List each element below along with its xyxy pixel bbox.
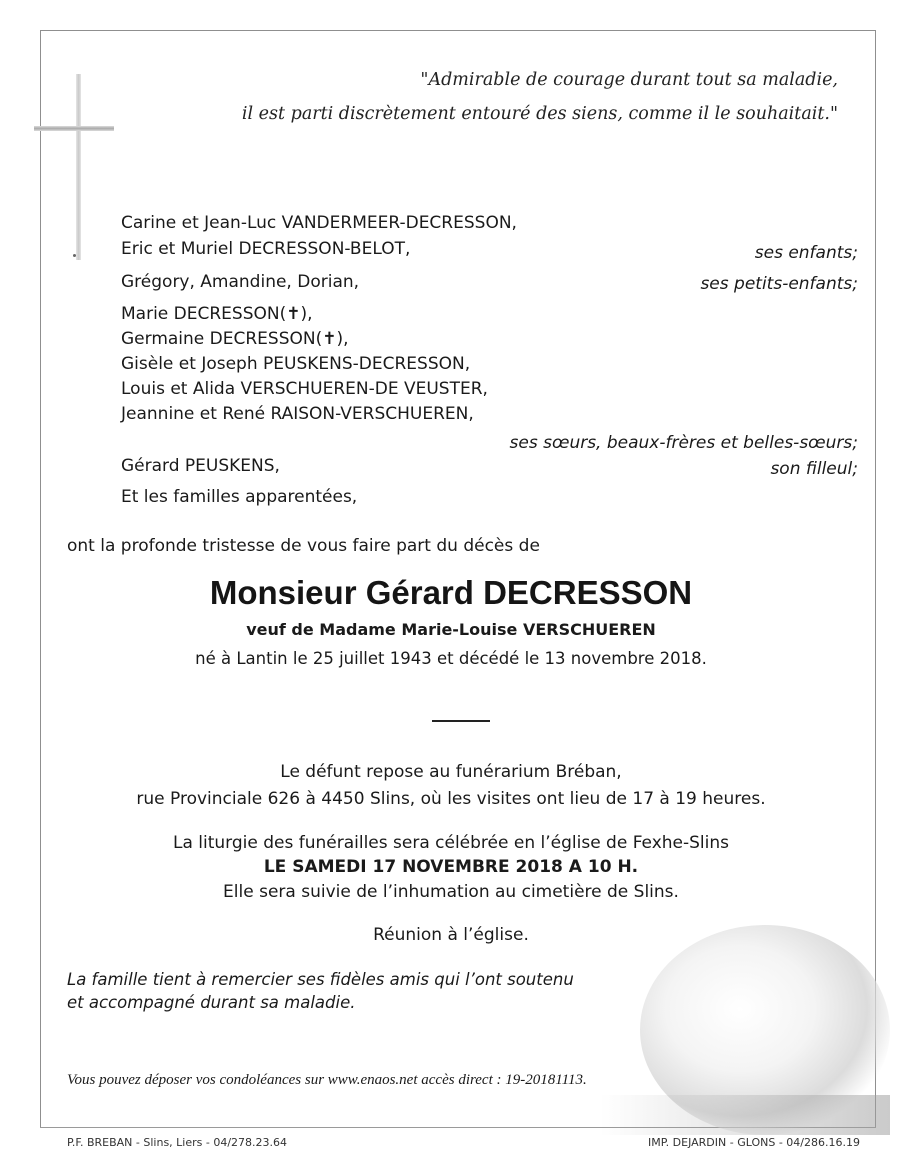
separator-rule (432, 720, 490, 722)
condolences-note: Vous pouvez déposer vos condoléances sur www.enaos.net accès direct : 19-20181113. (67, 1072, 587, 1088)
cross-icon-horizontal (34, 126, 114, 131)
role-children: ses enfants; (754, 243, 858, 263)
family-sibling-4: Louis et Alida VERSCHUEREN-DE VEUSTER, (121, 379, 488, 399)
role-godson: son filleul; (770, 459, 858, 479)
quote-line-1: "Admirable de courage durant tout sa maladie, (420, 70, 838, 90)
quote-line-2: il est parti discrètement entouré des siens, comme il le souhaitait." (241, 104, 838, 124)
liturgy-line: La liturgie des funérailles sera célébrée en l’église de Fexhe-Slins (172, 833, 730, 853)
ceremony-date: LE SAMEDI 17 NOVEMBRE 2018 A 10 H. (263, 857, 639, 877)
family-grandchildren: Grégory, Amandine, Dorian, (121, 272, 360, 292)
announcement-lead: ont la profonde tristesse de vous faire part du décès de (67, 536, 540, 556)
thanks-line-1: La famille tient à remercier ses fidèles amis qui l’ont soutenu (67, 970, 574, 989)
burial-line: Elle sera suivie de l’inhumation au cimetière de Slins. (223, 882, 679, 902)
epitaph-quote (242, 63, 838, 131)
family-sibling-3: Gisèle et Joseph PEUSKENS-DECRESSON, (121, 354, 471, 374)
widow-line: veuf de Madame Marie-Louise VERSCHUEREN (246, 620, 656, 639)
family-child-2: Eric et Muriel DECRESSON-BELOT, (121, 239, 411, 259)
repose-line-1: Le défunt repose au funérarium Bréban, (280, 762, 622, 782)
repose-line-2: rue Provinciale 626 à 4450 Slins, où les visites ont lieu de 17 à 19 heures. (136, 789, 766, 809)
deceased-name: Monsieur Gérard DECRESSON (209, 574, 693, 611)
family-godson: Gérard PEUSKENS, (121, 456, 280, 476)
family-sibling-5: Jeannine et René RAISON-VERSCHUEREN, (121, 404, 474, 424)
family-relatives: Et les familles apparentées, (121, 487, 358, 507)
meeting-line: Réunion à l’église. (373, 925, 529, 945)
thanks-message (67, 968, 574, 1014)
role-siblings: ses sœurs, beaux-frères et belles-sœurs; (509, 433, 858, 453)
role-grandchildren: ses petits-enfants; (700, 274, 858, 294)
decorative-shadow (600, 1095, 890, 1135)
printer-footer: IMP. DEJARDIN - GLONS - 04/286.16.19 (648, 1136, 860, 1149)
family-child-1: Carine et Jean-Luc VANDERMEER-DECRESSON, (121, 213, 517, 233)
family-sibling-2: Germaine DECRESSON(✝), (121, 329, 349, 349)
funeral-home-footer: P.F. BREBAN - Slins, Liers - 04/278.23.64 (67, 1136, 288, 1149)
dot-mark (73, 254, 76, 257)
family-sibling-1: Marie DECRESSON(✝), (121, 304, 313, 324)
thanks-line-2: et accompagné durant sa maladie. (67, 993, 356, 1012)
birth-death-dates: né à Lantin le 25 juillet 1943 et décédé le 13 novembre 2018. (195, 649, 707, 668)
cross-icon-vertical (76, 74, 81, 260)
